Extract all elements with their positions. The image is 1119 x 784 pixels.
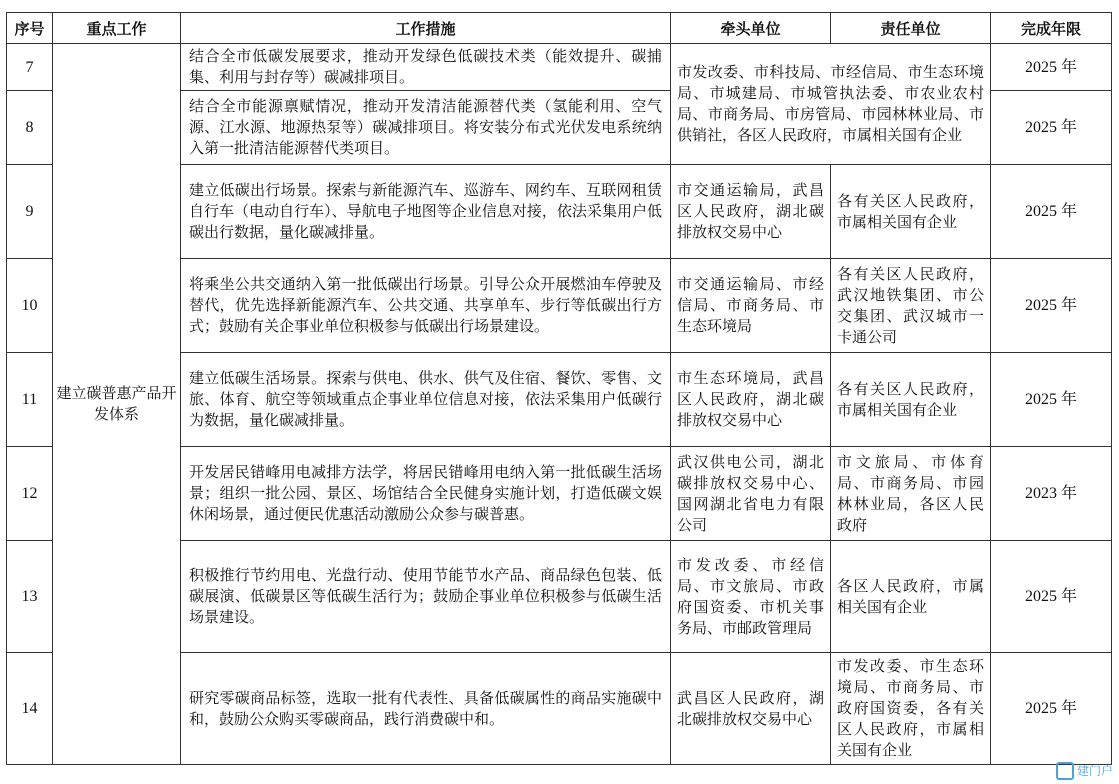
measure-cell: 建立低碳出行场景。探索与新能源汽车、巡游车、网约车、互联网租赁自行车（电动自行车）、导航电子地图等企业信息对接，依法采集用户低碳出行数据，量化碳减排量。 <box>181 165 671 259</box>
deadline-cell: 2023 年 <box>991 447 1112 541</box>
row-number: 10 <box>7 259 53 353</box>
lead-unit-cell: 市交通运输局，武昌区人民政府，湖北碳排放权交易中心 <box>671 165 831 259</box>
measure-cell: 建立低碳生活场景。探索与供电、供水、供气及住宿、餐饮、零售、文旅、体育、航空等领域重点企事业单位信息对接，依法采集用户低碳行为数据，量化碳减排量。 <box>181 353 671 447</box>
watermark-text: 建门户 <box>1076 763 1113 778</box>
work-table <box>6 12 1112 765</box>
deadline-cell: 2025 年 <box>991 44 1112 91</box>
row-number: 7 <box>7 44 53 91</box>
header-no: 序号 <box>7 13 53 44</box>
lead-unit-cell: 武汉供电公司，湖北碳排放权交易中心、国网湖北省电力有限公司 <box>671 447 831 541</box>
lead-unit-cell: 市发改委、市经信局、市文旅局、市政府国资委、市机关事务局、市邮政管理局 <box>671 541 831 653</box>
resp-unit-cell: 市文旅局、市体育局、市商务局、市园林林业局，各区人民政府 <box>831 447 991 541</box>
watermark <box>1056 762 1113 781</box>
measure-cell: 结合全市能源禀赋情况，推动开发清洁能源替代类（氢能利用、空气源、江水源、地源热泵等）碳减排项目。将安装分布式光伏发电系统纳入第一批清洁能源替代类项目。 <box>181 91 671 165</box>
lead-unit-cell: 市生态环境局，武昌区人民政府，湖北碳排放权交易中心 <box>671 353 831 447</box>
lead-unit-shared: 市发改委、市科技局、市经信局、市生态环境局、市城建局、市城管执法委、市农业农村局、市商务局、市房管局、市园林林业局、市供销社，各区人民政府，市属相关国有企业 <box>671 44 991 165</box>
header-row <box>7 13 1112 44</box>
header-resp-unit: 责任单位 <box>831 13 991 44</box>
deadline-cell: 2025 年 <box>991 541 1112 653</box>
lead-unit-cell: 市交通运输局、市经信局、市商务局、市生态环境局 <box>671 259 831 353</box>
table-row <box>7 44 1112 91</box>
header-lead-unit: 牵头单位 <box>671 13 831 44</box>
header-key-work: 重点工作 <box>53 13 181 44</box>
resp-unit-cell: 市发改委、市生态环境局、市商务局、市政府国资委，各有关区人民政府，市属相关国有企业 <box>831 653 991 765</box>
resp-unit-cell: 各有关区人民政府，武汉地铁集团、市公交集团、武汉城市一卡通公司 <box>831 259 991 353</box>
row-number: 8 <box>7 91 53 165</box>
header-measures: 工作措施 <box>181 13 671 44</box>
deadline-cell: 2025 年 <box>991 353 1112 447</box>
house-logo-icon <box>1056 762 1074 780</box>
resp-unit-cell: 各有关区人民政府，市属相关国有企业 <box>831 353 991 447</box>
resp-unit-cell: 各有关区人民政府，市属相关国有企业 <box>831 165 991 259</box>
row-number: 11 <box>7 353 53 447</box>
deadline-cell: 2025 年 <box>991 259 1112 353</box>
deadline-cell: 2025 年 <box>991 165 1112 259</box>
measure-cell: 结合全市低碳发展要求，推动开发绿色低碳技术类（能效提升、碳捕集、利用与封存等）碳减排项目。 <box>181 44 671 91</box>
row-number: 9 <box>7 165 53 259</box>
key-work-cell: 建立碳普惠产品开发体系 <box>53 44 181 765</box>
row-number: 12 <box>7 447 53 541</box>
row-number: 14 <box>7 653 53 765</box>
lead-unit-cell: 武昌区人民政府，湖北碳排放权交易中心 <box>671 653 831 765</box>
row-number: 13 <box>7 541 53 653</box>
resp-unit-cell: 各区人民政府，市属相关国有企业 <box>831 541 991 653</box>
measure-cell: 积极推行节约用电、光盘行动、使用节能节水产品、商品绿色包装、低碳展演、低碳景区等低碳生活行为；鼓励企事业单位积极参与低碳生活场景建设。 <box>181 541 671 653</box>
header-deadline: 完成年限 <box>991 13 1112 44</box>
deadline-cell: 2025 年 <box>991 91 1112 165</box>
measure-cell: 研究零碳商品标签，选取一批有代表性、具备低碳属性的商品实施碳中和，鼓励公众购买零碳商品，践行消费碳中和。 <box>181 653 671 765</box>
measure-cell: 开发居民错峰用电减排方法学，将居民错峰用电纳入第一批低碳生活场景；组织一批公园、景区、场馆结合全民健身实施计划，打造低碳文娱休闲场景，通过便民优惠活动激励公众参与碳普惠。 <box>181 447 671 541</box>
measure-cell: 将乘坐公共交通纳入第一批低碳出行场景。引导公众开展燃油车停驶及替代，优先选择新能源汽车、公共交通、共享单车、步行等低碳出行方式；鼓励有关企事业单位积极参与低碳出行场景建设。 <box>181 259 671 353</box>
deadline-cell: 2025 年 <box>991 653 1112 765</box>
